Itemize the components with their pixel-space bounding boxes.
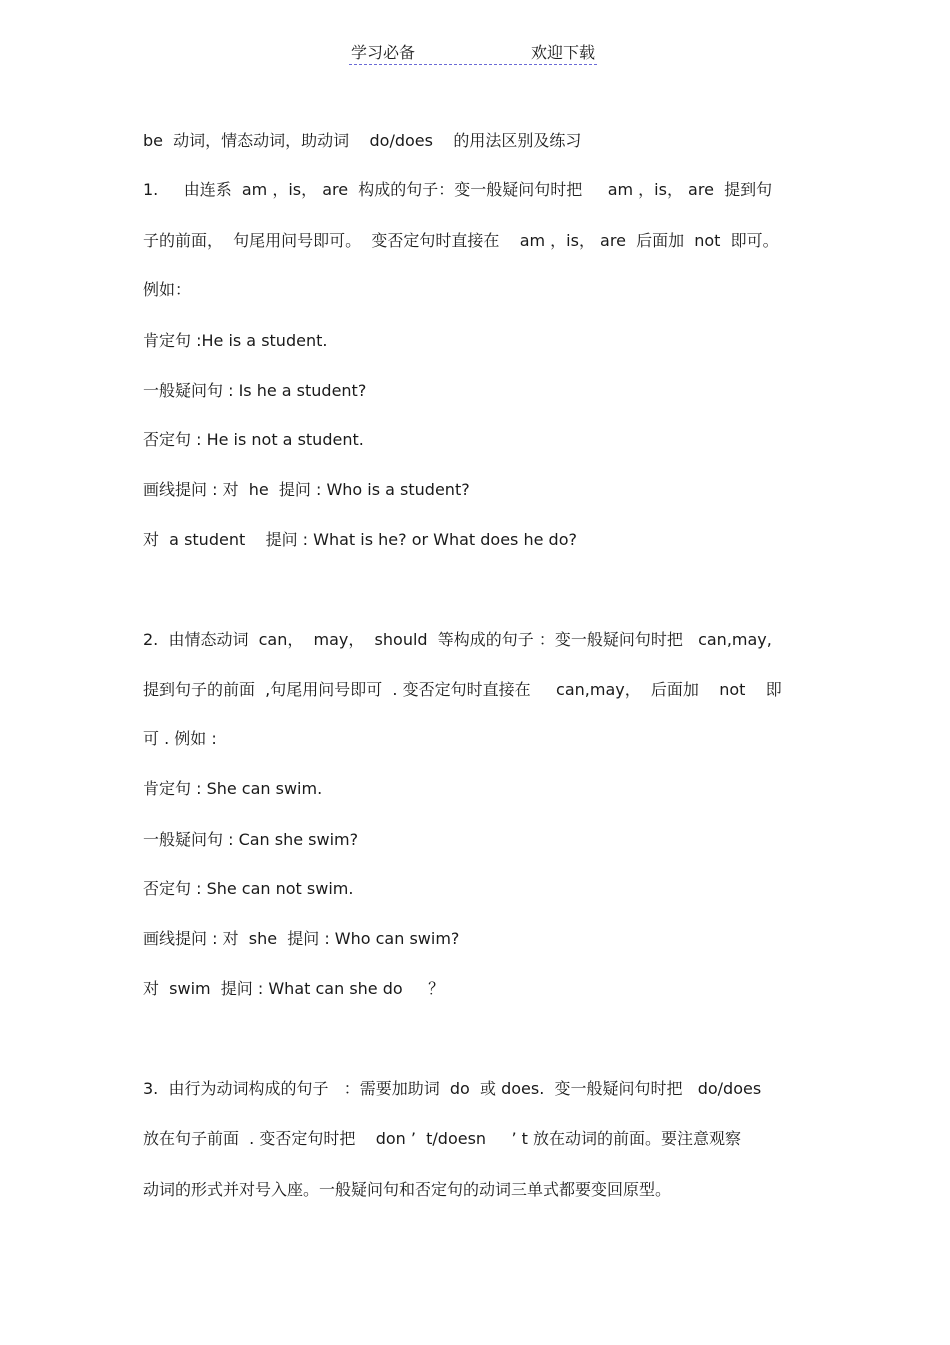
doc-title: be 动词，情态动词，助动词 do/does 的用法区别及练习: [143, 131, 582, 150]
section1-negative: 否定句 : He is not a student.: [143, 430, 364, 449]
section2-negative: 否定句 : She can not swim.: [143, 879, 354, 898]
section2-underline-question-2: 对 swim 提问 : What can she do ？: [143, 979, 445, 998]
header-left-text: 学习必备: [351, 43, 416, 62]
page-header: [349, 42, 597, 65]
section2-question: 一般疑问句 : Can she swim?: [143, 830, 359, 849]
section2-affirmative: 肯定句 : She can swim.: [143, 779, 323, 798]
section1-example-label: 例如：: [143, 280, 192, 299]
header-right-text: 欢迎下载: [530, 43, 595, 62]
section3-para-line3: 动词的形式并对号入座。一般疑问句和否定句的动词三单式都要变回原型。: [143, 1180, 672, 1199]
section2-para-line2: 提到句子的前面 ,句尾用问号即可 . 变否定句时直接在 can,may， 后面加 not 即: [143, 680, 782, 699]
section1-question: 一般疑问句 : Is he a student?: [143, 381, 367, 400]
section2-example-label: 可 . 例如 :: [143, 729, 217, 748]
section3-para-line1: 3. 由行为动词构成的句子 ：需要加助词 do 或 does. 变一般疑问句时把 do/does: [143, 1079, 762, 1098]
section1-para-line2: 子的前面， 句尾用问号即可。 变否定句时直接在 am ，is， are 后面加 not 即可。: [143, 231, 779, 250]
section2-underline-question-1: 画线提问 : 对 she 提问 : Who can swim?: [143, 929, 460, 948]
section1-underline-question-2: 对 a student 提问 : What is he? or What does he do?: [143, 530, 577, 549]
section1-underline-question-1: 画线提问 : 对 he 提问 : Who is a student?: [143, 480, 470, 499]
section3-para-line2: 放在句子前面 . 变否定句时把 don ’ t/doesn ’ t 放在动词的前面。要注意观察: [143, 1129, 742, 1148]
section1-affirmative: 肯定句 :He is a student.: [143, 331, 328, 350]
section2-para-line1: 2. 由情态动词 can， may， should 等构成的句子 ：变一般疑问句时把 can,may,: [143, 630, 772, 649]
section1-para-line1: 1. 由连系 am ，is， are 构成的句子：变一般疑问句时把 am ，is， are 提到句: [143, 180, 773, 199]
